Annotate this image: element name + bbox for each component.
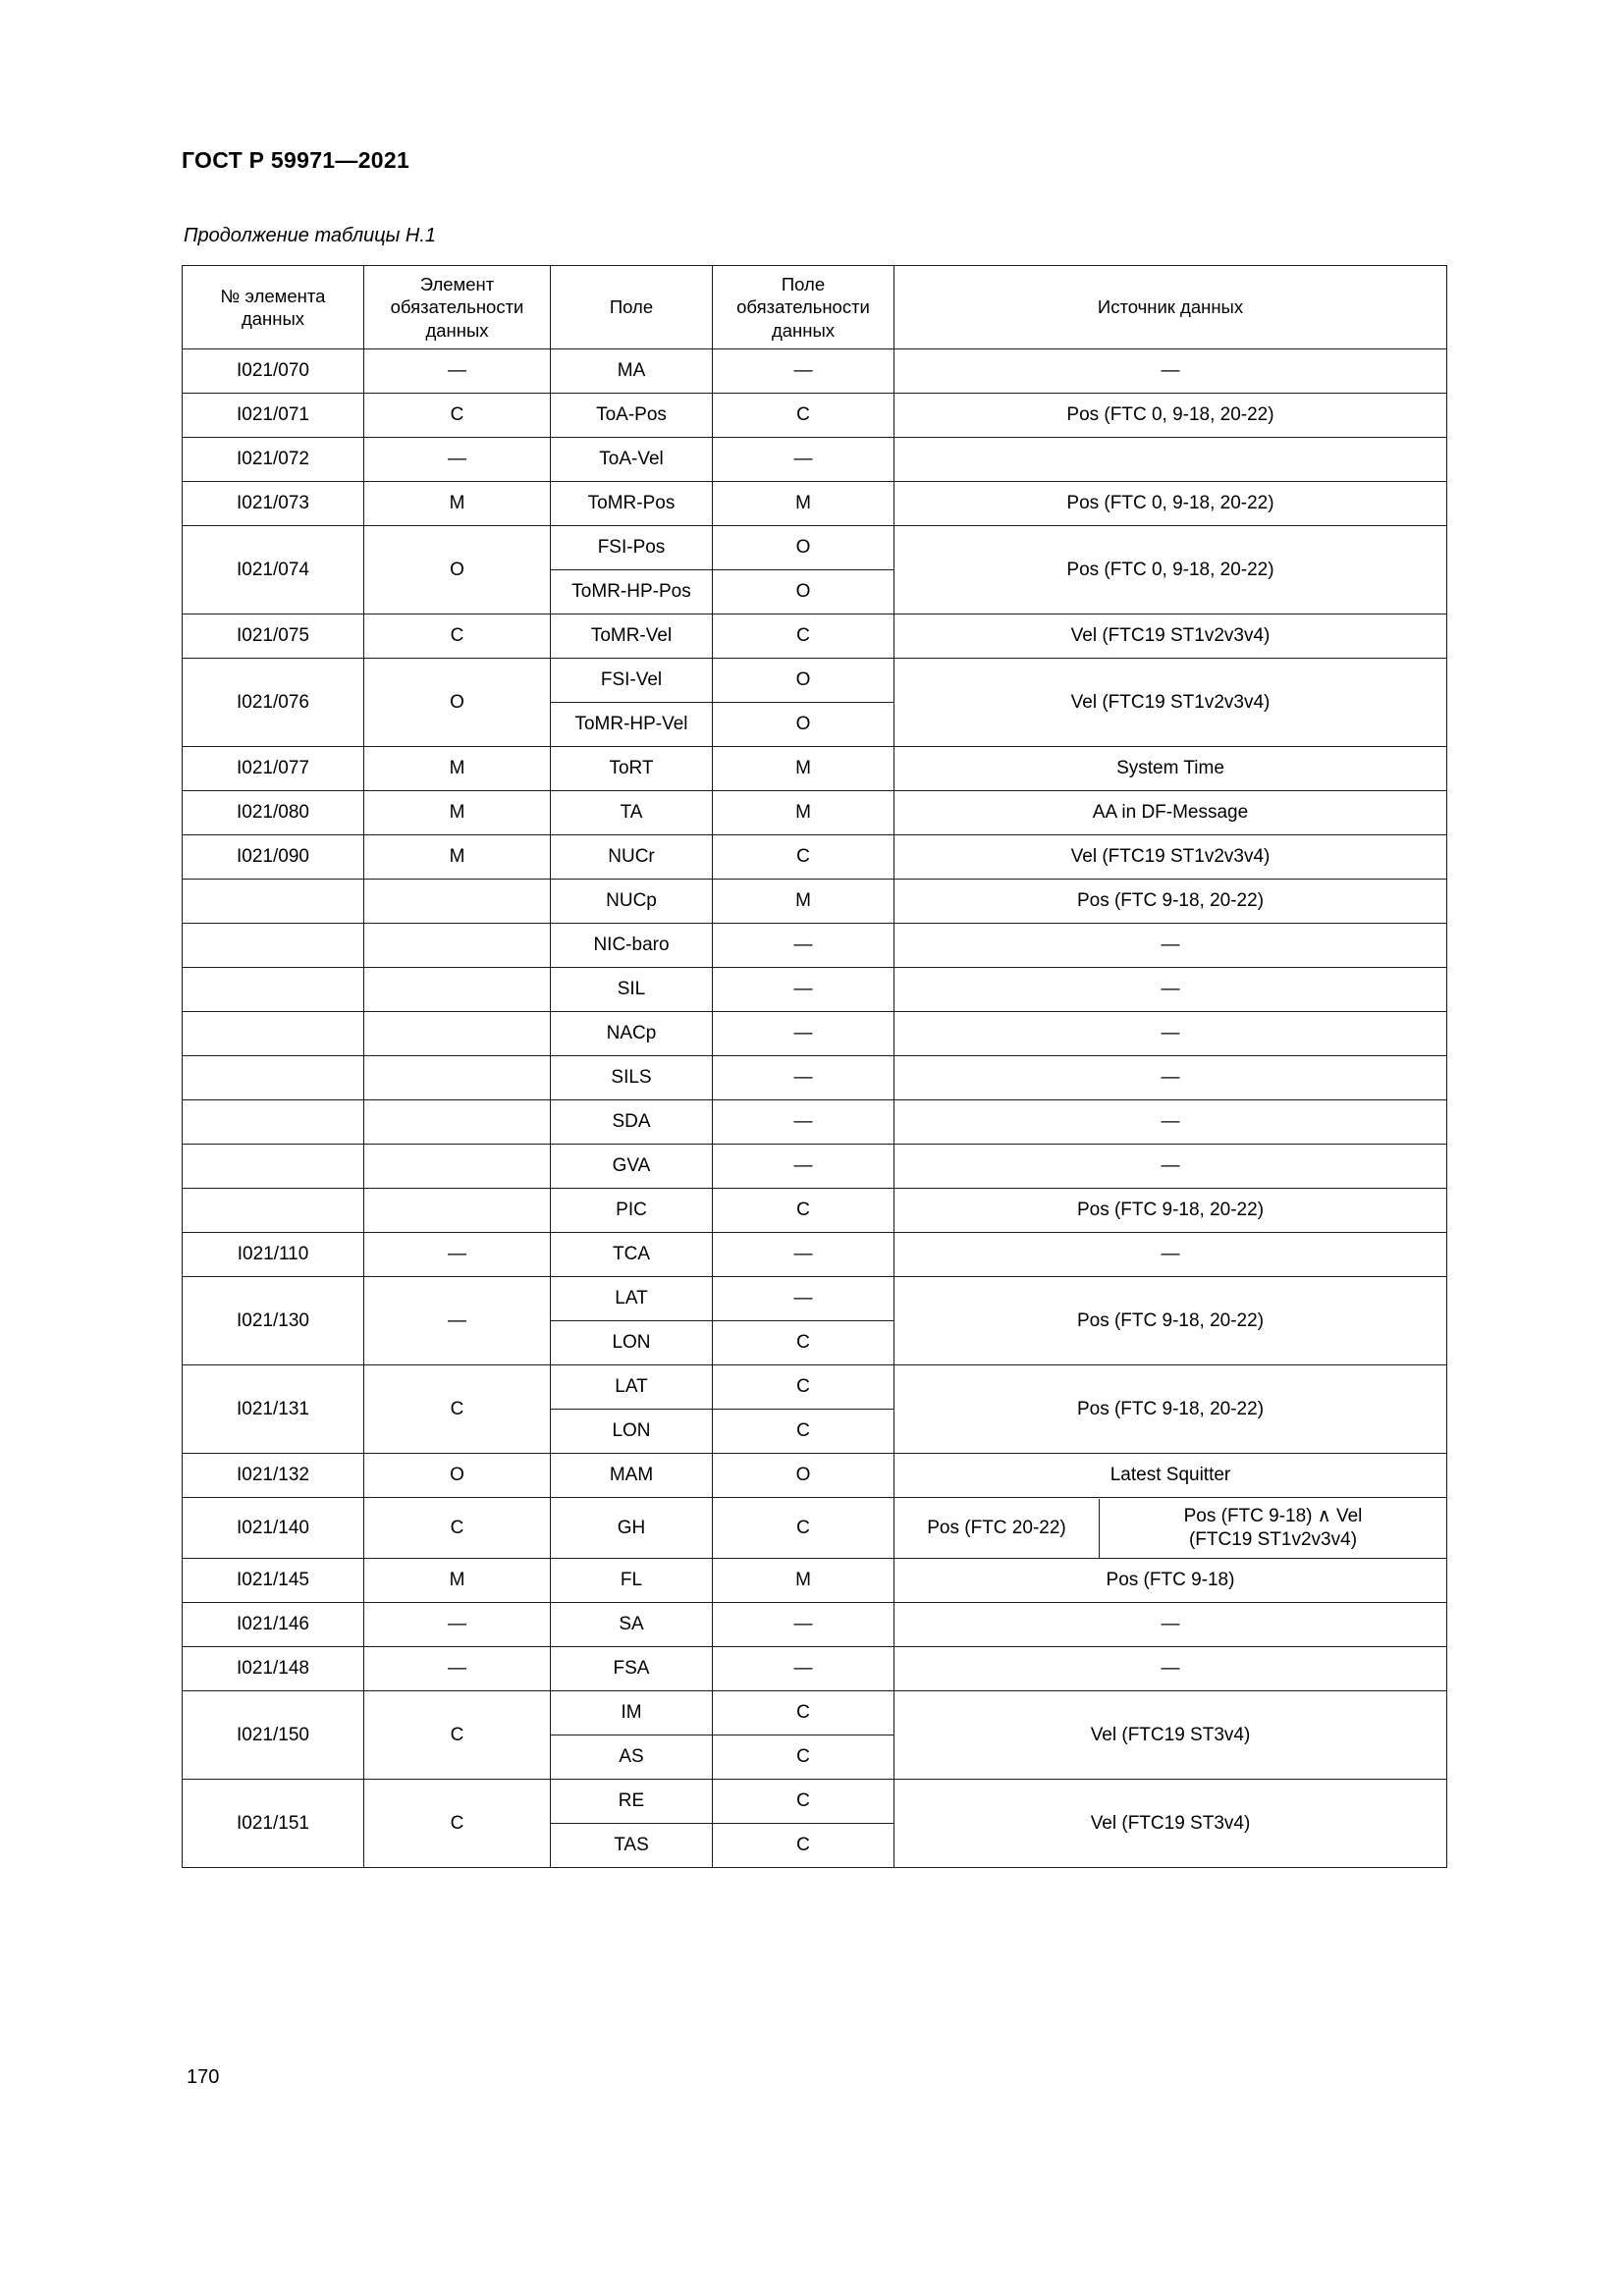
cell-field: NIC-baro [551,924,713,968]
cell-element-requirement: M [364,835,551,880]
cell-field-requirement: C [713,614,894,659]
cell-element-number [183,1145,364,1189]
cell-element-requirement: M [364,791,551,835]
table-row [183,1189,1447,1233]
cell-element-number: I021/077 [183,747,364,791]
cell-field: TA [551,791,713,835]
cell-field-requirement: — [713,349,894,394]
cell-data-source: — [894,1012,1447,1056]
cell-element-number [183,1189,364,1233]
cell-field-requirement: O [713,659,894,703]
cell-data-source: — [894,1145,1447,1189]
source-right-line-2: (FTC19 ST1v2v3v4) [1188,1528,1358,1550]
cell-field: SA [551,1603,713,1647]
cell-field-requirement: M [713,880,894,924]
cell-data-source: Vel (FTC19 ST3v4) [894,1780,1447,1868]
column-header-data-source: Источник данных [894,266,1447,349]
cell-element-number: I021/073 [183,482,364,526]
cell-data-source-right [1100,1499,1447,1558]
cell-element-number: I021/130 [183,1277,364,1365]
cell-element-number [183,1056,364,1100]
cell-element-requirement [364,924,551,968]
cell-field-requirement: — [713,1233,894,1277]
cell-data-source: Vel (FTC19 ST1v2v3v4) [894,659,1447,747]
cell-field-requirement: O [713,1454,894,1498]
cell-data-source [894,438,1447,482]
cell-field: ToMR-HP-Vel [551,703,713,747]
cell-data-source: — [894,349,1447,394]
cell-element-requirement: C [364,1365,551,1454]
cell-field: LON [551,1410,713,1454]
cell-data-source: Vel (FTC19 ST1v2v3v4) [894,835,1447,880]
cell-field: FSA [551,1647,713,1691]
column-header-field: Поле [551,266,713,349]
cell-field: LAT [551,1365,713,1410]
cell-field-requirement: — [713,1277,894,1321]
cell-element-requirement: — [364,1647,551,1691]
cell-element-requirement: O [364,659,551,747]
cell-field-requirement: — [713,1647,894,1691]
cell-element-requirement [364,1100,551,1145]
table-row [183,924,1447,968]
cell-field-requirement: M [713,747,894,791]
cell-element-requirement: C [364,394,551,438]
cell-field-requirement: C [713,1824,894,1868]
table-row [183,394,1447,438]
table-row [183,438,1447,482]
column-header-field-requirement: Поле обязательности данных [713,266,894,349]
table-row [183,1056,1447,1100]
cell-field: LAT [551,1277,713,1321]
table-row [183,1780,1447,1824]
table-row [183,614,1447,659]
cell-element-number: I021/140 [183,1498,364,1559]
cell-field: NUCp [551,880,713,924]
cell-field: NACp [551,1012,713,1056]
cell-data-source-split [894,1498,1447,1559]
table-row [183,1603,1447,1647]
cell-data-source: System Time [894,747,1447,791]
cell-data-source: Vel (FTC19 ST3v4) [894,1691,1447,1780]
cell-element-number: I021/145 [183,1559,364,1603]
cell-field-requirement: C [713,1735,894,1780]
cell-field: FL [551,1559,713,1603]
column-header-element-number: № элемента данных [183,266,364,349]
cell-element-requirement: C [364,1780,551,1868]
cell-field: FSI-Pos [551,526,713,570]
table-row [183,1365,1447,1410]
table-row [183,835,1447,880]
cell-field: MAM [551,1454,713,1498]
cell-field: PIC [551,1189,713,1233]
cell-data-source: Latest Squitter [894,1454,1447,1498]
cell-field: SDA [551,1100,713,1145]
table-row [183,1233,1447,1277]
cell-data-source: — [894,1056,1447,1100]
table-row [183,791,1447,835]
cell-field: MA [551,349,713,394]
cell-field: ToA-Vel [551,438,713,482]
cell-field: TCA [551,1233,713,1277]
cell-field: RE [551,1780,713,1824]
table-row [183,482,1447,526]
cell-field: LON [551,1321,713,1365]
cell-field-requirement: — [713,968,894,1012]
table-row [183,526,1447,570]
table-row [183,1691,1447,1735]
cell-element-number: I021/150 [183,1691,364,1780]
cell-field: ToMR-Pos [551,482,713,526]
table-caption: Продолжение таблицы Н.1 [184,225,437,246]
cell-field-requirement: — [713,1603,894,1647]
table-row [183,349,1447,394]
cell-element-number: I021/072 [183,438,364,482]
cell-element-requirement: — [364,438,551,482]
cell-data-source-left: Pos (FTC 20-22) [894,1499,1100,1558]
cell-field-requirement: — [713,1056,894,1100]
cell-element-number: I021/080 [183,791,364,835]
cell-data-source: — [894,1603,1447,1647]
data-table [182,265,1447,1868]
table-row [183,880,1447,924]
cell-element-requirement [364,1145,551,1189]
cell-field: IM [551,1691,713,1735]
cell-field: TAS [551,1824,713,1868]
cell-field: SILS [551,1056,713,1100]
cell-element-requirement: C [364,1691,551,1780]
cell-element-number: I021/151 [183,1780,364,1868]
cell-element-requirement: C [364,1498,551,1559]
cell-field-requirement: C [713,1365,894,1410]
cell-element-requirement: — [364,349,551,394]
cell-data-source: Vel (FTC19 ST1v2v3v4) [894,614,1447,659]
cell-element-number [183,880,364,924]
cell-field-requirement: C [713,1321,894,1365]
cell-field: NUCr [551,835,713,880]
cell-field: SIL [551,968,713,1012]
cell-data-source: AA in DF-Message [894,791,1447,835]
table-row [183,1647,1447,1691]
cell-data-source: Pos (FTC 9-18) [894,1559,1447,1603]
table-row [183,1012,1447,1056]
cell-field-requirement: — [713,438,894,482]
table-row [183,1559,1447,1603]
table-header [183,266,1447,349]
table-row [183,659,1447,703]
cell-field-requirement: — [713,1145,894,1189]
cell-element-number: I021/070 [183,349,364,394]
page-number: 170 [187,2066,220,2088]
table-row [183,1498,1447,1559]
cell-field: GVA [551,1145,713,1189]
cell-element-number: I021/146 [183,1603,364,1647]
cell-element-number: I021/148 [183,1647,364,1691]
cell-element-requirement [364,1189,551,1233]
cell-field: ToMR-HP-Pos [551,570,713,614]
cell-field-requirement: C [713,1189,894,1233]
cell-data-source: Pos (FTC 0, 9-18, 20-22) [894,482,1447,526]
cell-field-requirement: M [713,1559,894,1603]
table-row [183,1145,1447,1189]
cell-field-requirement: C [713,1410,894,1454]
cell-field-requirement: — [713,924,894,968]
cell-field: FSI-Vel [551,659,713,703]
cell-element-number: I021/131 [183,1365,364,1454]
cell-element-number [183,924,364,968]
cell-element-number: I021/110 [183,1233,364,1277]
cell-element-number: I021/076 [183,659,364,747]
cell-element-requirement [364,1012,551,1056]
cell-element-requirement: M [364,482,551,526]
cell-element-number: I021/074 [183,526,364,614]
cell-element-requirement: M [364,747,551,791]
cell-data-source: — [894,924,1447,968]
table-row [183,1100,1447,1145]
cell-data-source: Pos (FTC 0, 9-18, 20-22) [894,526,1447,614]
cell-element-requirement: O [364,526,551,614]
cell-element-requirement: — [364,1233,551,1277]
cell-field-requirement: O [713,526,894,570]
cell-field-requirement: — [713,1100,894,1145]
cell-field-requirement: O [713,570,894,614]
cell-field-requirement: C [713,1498,894,1559]
table-row [183,968,1447,1012]
table-row [183,1277,1447,1321]
cell-element-requirement [364,1056,551,1100]
cell-element-requirement: C [364,614,551,659]
column-header-element-requirement: Элемент обязательности данных [364,266,551,349]
cell-field-requirement: O [713,703,894,747]
cell-element-requirement [364,880,551,924]
cell-element-number [183,1100,364,1145]
cell-element-requirement [364,968,551,1012]
cell-field-requirement: — [713,1012,894,1056]
cell-element-number [183,968,364,1012]
cell-data-source: — [894,968,1447,1012]
cell-field: ToRT [551,747,713,791]
standard-header: ГОСТ Р 59971—2021 [182,147,410,173]
cell-element-number: I021/075 [183,614,364,659]
table-body [183,349,1447,1868]
cell-data-source: — [894,1647,1447,1691]
cell-element-number: I021/090 [183,835,364,880]
source-right-line-1: Pos (FTC 9-18) ∧ Vel [1183,1505,1363,1526]
cell-field-requirement: M [713,791,894,835]
cell-element-number: I021/071 [183,394,364,438]
cell-data-source: Pos (FTC 9-18, 20-22) [894,1277,1447,1365]
cell-field-requirement: C [713,394,894,438]
cell-field-requirement: C [713,1780,894,1824]
table-row [183,1454,1447,1498]
cell-field: GH [551,1498,713,1559]
cell-data-source: Pos (FTC 9-18, 20-22) [894,880,1447,924]
cell-data-source: — [894,1233,1447,1277]
cell-data-source: Pos (FTC 9-18, 20-22) [894,1365,1447,1454]
cell-field: ToA-Pos [551,394,713,438]
cell-field: AS [551,1735,713,1780]
cell-field: ToMR-Vel [551,614,713,659]
cell-field-requirement: M [713,482,894,526]
table-row [183,747,1447,791]
cell-element-requirement: M [364,1559,551,1603]
cell-data-source: Pos (FTC 9-18, 20-22) [894,1189,1447,1233]
cell-data-source: — [894,1100,1447,1145]
cell-element-number: I021/132 [183,1454,364,1498]
cell-field-requirement: C [713,835,894,880]
cell-element-number [183,1012,364,1056]
cell-data-source: Pos (FTC 0, 9-18, 20-22) [894,394,1447,438]
cell-element-requirement: — [364,1277,551,1365]
cell-field-requirement: C [713,1691,894,1735]
cell-element-requirement: — [364,1603,551,1647]
cell-element-requirement: O [364,1454,551,1498]
